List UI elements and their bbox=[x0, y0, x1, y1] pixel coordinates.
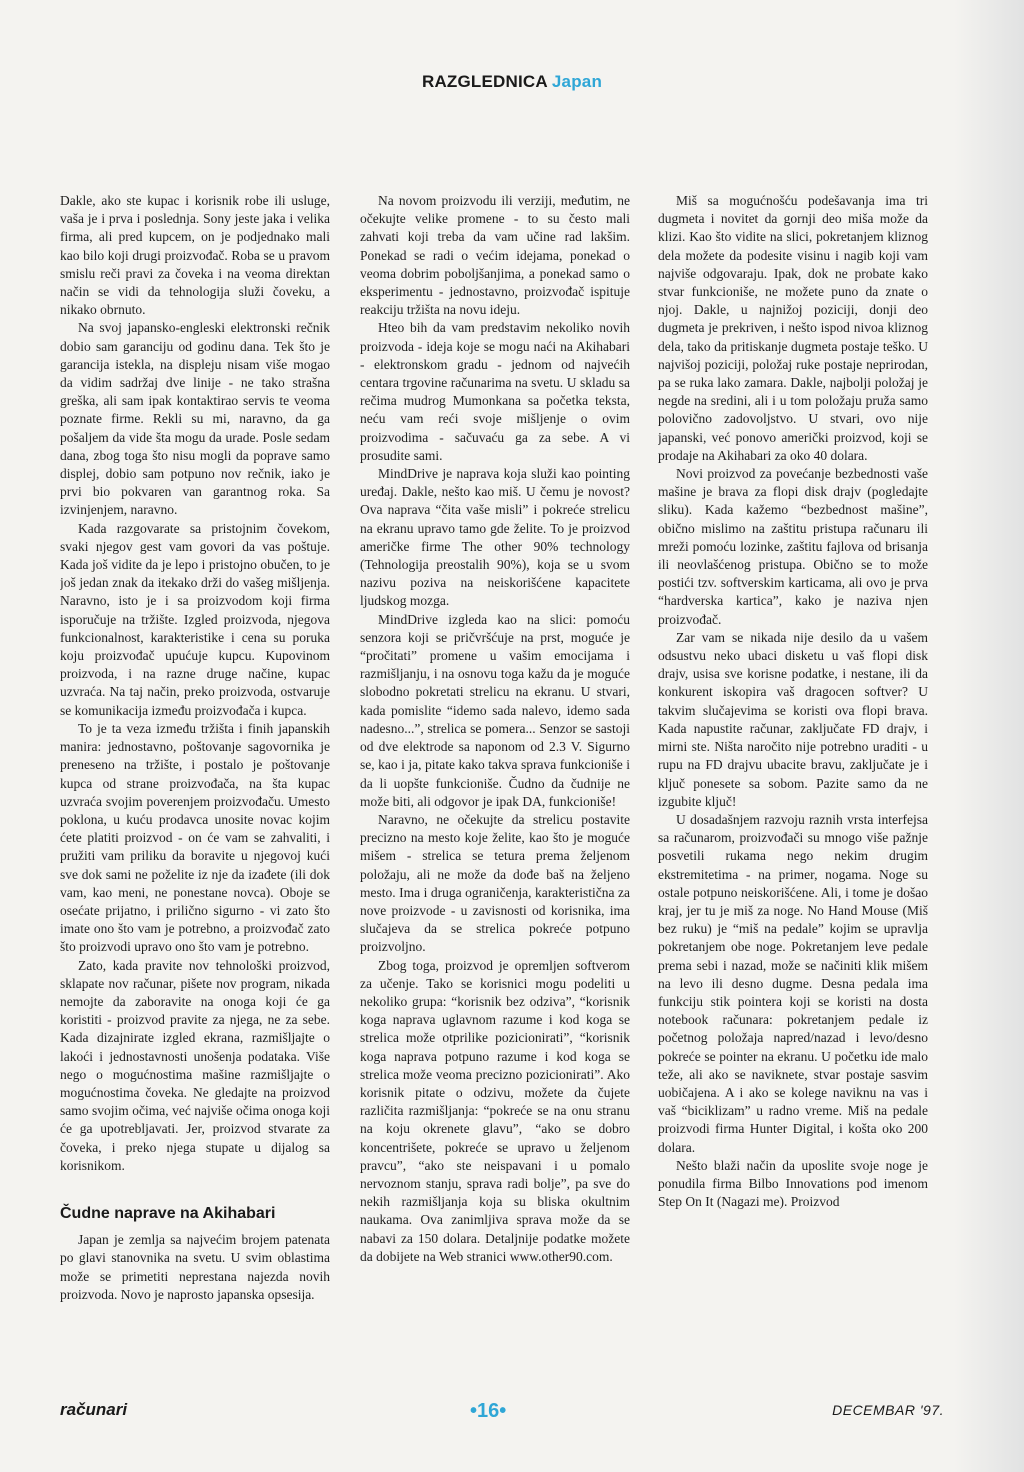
paragraph: Naravno, ne očekujte da strelicu postavite precizno na mesto koje želite, kao što je moguće mišem - strelica se tetura prema željenom položaju, ali ne može da dođe baš na željeno mesto. Ima i druga ograničenja, karakteristična za nove proizvode - u zavisnosti od korisnika, ima slučajeva da se strelica pokreće potpuno proizvoljno. bbox=[360, 811, 630, 955]
paragraph: U dosadašnjem razvoju raznih vrsta interfejsa sa računarom, proizvođači su mnogo više pažnje posvetili rukama nego nekim drugim ekstremitetima - na primer, nogama. Noge su ostale potpuno neiskorišćene. Ali, i tome je došao kraj, jer tu je miš za noge. No Hand Mouse (Miš bez ruku) je “miš na pedale” kojim se upravlja pokretanjem obe noge. Pokretanjem leve pedale prema sebi i nazad, može se načiniti klik mišem na levo ili desno dugme. Desna pedala ima funkciju stik pointera koji se koristi na dosta notebook računara: pokretanjem pedale iz početnog položaja napred/nazad i levo/desno pokreće se pointer na ekranu. U početku ide malo teže, ali ako se naviknete, stvar postaje sasvim uobičajena. A i ako se kolege naviknu na vas i vaš “biciklizam” u radno vreme. Miš na pedale proizvodi firma Hunter Digital, i košta oko 200 dolara. bbox=[658, 811, 928, 1155]
text-column-2 bbox=[360, 192, 630, 1372]
paragraph: MindDrive je naprava koja služi kao pointing uređaj. Dakle, nešto kao miš. U čemu je novost? Ova naprava “čita vaše misli” i pokreće strelicu na ekranu upravo tamo gde želite. To je proizvod američke firme The other 90% technology (Tehnologija preostalih 90%), koja se u svom nazivu poziva na neiskorišćene kapacitete ljudskog mozga. bbox=[360, 466, 630, 609]
magazine-name: računari bbox=[60, 1400, 128, 1419]
paragraph: Japan je zemlja sa najvećim brojem patenata po glavi stanovnika na svetu. U svim oblastima može se primetiti neprestana najezda novih proizvoda. Novo je naprosto japanska opsesija. bbox=[60, 1232, 330, 1302]
paragraph: Hteo bih da vam predstavim nekoliko novih proizvoda - ideja koje se mogu naći na Akihabari - elektronskom gradu - jednom od najvećih centara trgovine računarima na svetu. U skladu sa rečima mudrog Mumonkana sa početka teksta, neću vam reći svoje mišljenje o ovim proizvodima - sačuvaću ga za sebe. A vi prosudite sami. bbox=[360, 320, 630, 463]
paragraph: Zar vam se nikada nije desilo da u vašem odsustvu neko ubaci disketu u vaš flopi disk drajv, usisa sve korisne podatke, i nestane, ili da konkurent iskopira vaš dragocen softver? U takvim slučajevima se koristi ova flopi brava. Kada napustite računar, zaključate FD drajv, i mirni ste. Ništa naročito nije potrebno uraditi - u rupu na FD drajvu ubacite bravu, zaključate je i ključ ponesete sa sobom. Pazite samo da ne izgubite ključ! bbox=[658, 629, 928, 809]
section-subtitle: Japan bbox=[551, 72, 603, 91]
paragraph: Dakle, ako ste kupac i korisnik robe ili usluge, vaša je i prva i poslednja. Sony jeste jaka i velika firma, ali pred kupcem, on je podjednako mali kao bilo koji drugi proizvođač. Roba se u pravom smislu reči pravi za čoveka i na veoma direktan način se vidi da tehnologija služi čoveku, a nikako obrnuto. bbox=[60, 193, 330, 318]
paragraph: MindDrive izgleda kao na slici: pomoću senzora koji se pričvršćuje na prst, moguće je “pročitati” promene u vašim emocijama i razmišljanju, i na osnovu toga kažu da je moguće slobodno pokretati strelicu na ekranu. U stvari, kada pomislite “idemo sada nalevo, idemo sada nadesno...”, strelica se pomera... Senzor se sastoji od dve elektrode sa naponom od 2.3 V. Sigurno se, kao i ja, pitate kako takva sprava funkcioniše i da li uopšte funkcioniše. Čudno da čudnije ne može biti, ali odgovor je ipak DA, funkcioniše! bbox=[360, 611, 630, 809]
paragraph: Nešto blaži način da uposlite svoje noge je ponudila firma Bilbo Innovations pod imenom Step On It (Nagazi me). Proizvod bbox=[658, 1157, 928, 1210]
page-edge-shadow bbox=[954, 0, 1024, 1472]
paragraph: Zbog toga, proizvod je opremljen softverom za učenje. Tako se korisnici mogu podeliti u nekoliko grupa: “korisnik bez odziva”, “korisnik koga naprava uglavnom razume i kod koga se strelica može otprilike pozicionirati”, “korisnik koga naprava potpuno razume i kod koga se strelica može veoma precizno pozicionirati”. Ako korisnik pitate o odzivu, možete da čujete različita razmišljanja: “pokreće se na onu stranu na koju okrenete glavu”, “ako se dobro koncentrišete, pokreće se upravo u željenom pravcu”, “ako ste neispavani i u pomalo nervoznom stanju, sprava radi bolje”, pa sve do nekih razmišljanja koja su bliska okultnim naukama. Ova zanimljiva sprava može da se nabavi za 150 dolara. Detaljnije podatke možete da dobijete na Web stranici www.other90.com. bbox=[360, 957, 630, 1264]
text-column-1 bbox=[60, 192, 330, 1372]
issue-date: DECEMBAR '97. bbox=[832, 1402, 944, 1418]
text-column-3 bbox=[658, 192, 928, 1372]
paragraph: Zato, kada pravite nov tehnološki proizvod, sklapate nov računar, pišete nov program, nikada nemojte da zaboravite na onoga koji će ga koristiti - proizvod pravite za njega, ne za sebe. Kada dizajnirate izgled ekrana, razmišljajte o lakoći i jednostavnosti unošenja podataka. Više nego o mogućnostima mašine razmišljajte o mogućnostima čoveka. Ne gledajte na proizvod samo svojim očima, već najviše očima onoga koji će ga upotrebljavati. Jer, proizvod stvarate za čoveka, i preko njega stupate u dijalog sa korisnikom. bbox=[60, 957, 330, 1173]
paragraph: Miš sa mogućnošću podešavanja ima tri dugmeta i novitet da gornji deo miša može da klizi. Kao što vidite na slici, pokretanjem kliznog dela možete da podesite visinu i nagib koji vam najviše odgovaraju. Ipak, dok ne probate kako stvar funkcioniše, ne možete puno da znate o njoj. Dakle, u najnižoj poziciji, donji deo dugmeta je prekriven, i nešto ispod nivoa kliznog dela, tako da pritiskanje dugmeta postaje teško. U najvišoj poziciji, položaj ruke postaje neprirodan, pa se ruka lako zamara. Dakle, najbolji položaj je negde na sredini, ali i u tom položaju pruža samo polovično zadovoljstvo. U stvari, ovo nije japanski, već ponovo američki proizvod, koji se prodaje na Akihabari za oko 40 dolara. bbox=[658, 193, 928, 463]
paragraph: To je ta veza između tržišta i finih japanskih manira: jednostavno, poštovanje sagovornika je preneseno na tržište, i postalo je poštovanje kupca od strane proizvođača, na šta kupac uzvraća svojim poverenjem proizvođaču. Umesto poklona, u kuću prodavca unosite novac kojim ćete platiti proizvod - on će vam se zahvaliti, i pružiti vam priliku da boravite u njegovoj kući sve dok sami ne poželite iz nje da izađete (ili dok vam, kao meni, ne ponestane novca). Oboje se osećate prijatno, i prilično sigurno - vi zato što imate ono što vam je potrebno, a proizvođač zato što proizvodi upravo ono što vam je potrebno. bbox=[60, 720, 330, 955]
paragraph: Novi proizvod za povećanje bezbednosti vaše mašine je brava za flopi disk drajv (pogledajte sliku). Kada kažemo “bezbednost mašine”, obično mislimo na zaštitu pristupa računaru ili mreži pomoću lozinke, zaštitu fajlova od brisanja ili neovlašćenog pristupa. Obično se to može postići tzv. softverskim karticama, ali ovo je prva “hardverska kartica”, kako je naziva njen proizvođač. bbox=[658, 466, 928, 627]
section-heading: Čudne naprave na Akihabari bbox=[60, 1204, 276, 1222]
section-title: RAZGLEDNICA bbox=[421, 72, 548, 91]
section-header bbox=[0, 72, 1024, 92]
paragraph: Na novom proizvodu ili verziji, međutim, ne očekujte velike promene - to su često mali zahvati koji treba da vam učine rad lakšim. Ponekad se radi o većim idejama, ponekad o veoma dobrim poboljšanjima, a ponekad samo o eksperimentu - jednostavno, proizvođač ispituje reakciju tržišta na novu ideju. bbox=[360, 193, 630, 318]
paragraph: Na svoj japansko-engleski elektronski rečnik dobio sam garanciju od godinu dana. Tek što je garancija istekla, na displeju nisam više mogao da vidim sadržaj dve linije - ne tako strašna greška, ali sam ipak kontaktirao servis te veoma poznate firme. Rekli su mi, naravno, da ga pošaljem da vide šta mogu da urade. Posle sedam dana, zbog toga što nisu mogli da poprave samo displej, dobio sam potpuno nov rečnik, iako je prvi bio pokvaren van garantnog roka. Sa izvinjenjem, naravno. bbox=[60, 320, 330, 518]
paragraph: Kada razgovarate sa pristojnim čovekom, svaki njegov gest vam govori da vas poštuje. Kada još vidite da je lepo i pristojno obučen, to je još jedan znak da itekako drži do vašeg mišljenja. Naravno, isto je i sa proizvodom koji firma isporučuje na tržište. Izgled proizvoda, njegova funkcionalnost, karakteristike i cena su poruka koju proizvođač upućuje kupcu. Kupovinom proizvoda, i na razne druge načine, kupac uzvraća. Na taj način, preko proizvoda, ostvaruje se komunikacija između proizvođača i kupca. bbox=[60, 520, 330, 718]
page-number: •16• bbox=[470, 1400, 507, 1422]
